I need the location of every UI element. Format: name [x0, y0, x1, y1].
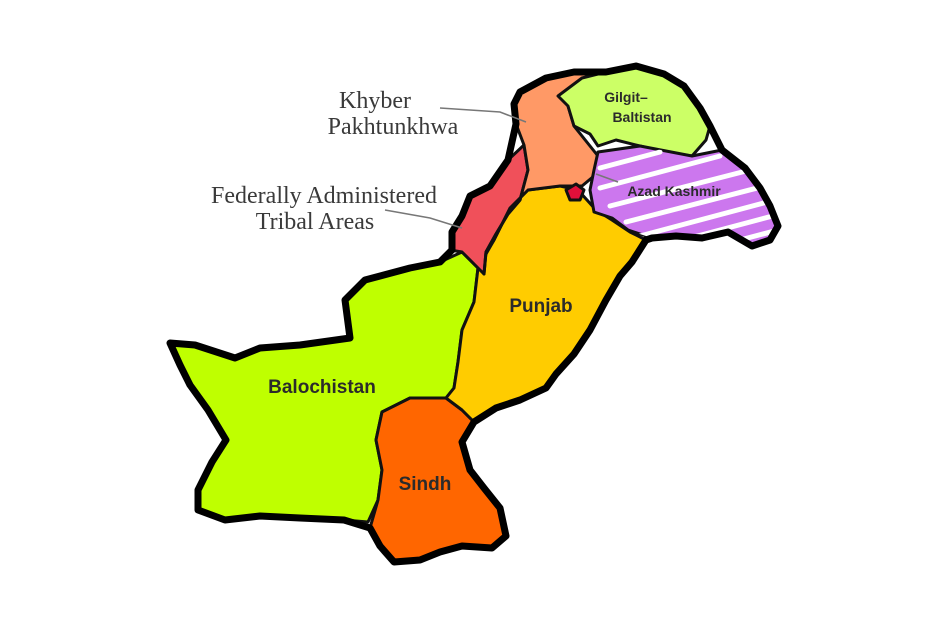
- label-gilgit-line2: Baltistan: [612, 109, 672, 125]
- label-khyber-line2: Pakhtunkhwa: [327, 114, 459, 140]
- label-gilgit-line1: Gilgit–: [604, 89, 648, 105]
- label-khyber-line1: Khyber: [339, 88, 411, 114]
- label-azad-kashmir: Azad Kashmir: [627, 183, 721, 199]
- label-fata-line2: Tribal Areas: [255, 209, 375, 235]
- label-balochistan: Balochistan: [268, 377, 376, 398]
- label-sindh: Sindh: [398, 474, 452, 495]
- label-fata-line1: Federally Administered: [211, 183, 437, 209]
- fata-leader-line: [385, 210, 462, 228]
- label-punjab: Punjab: [509, 296, 573, 317]
